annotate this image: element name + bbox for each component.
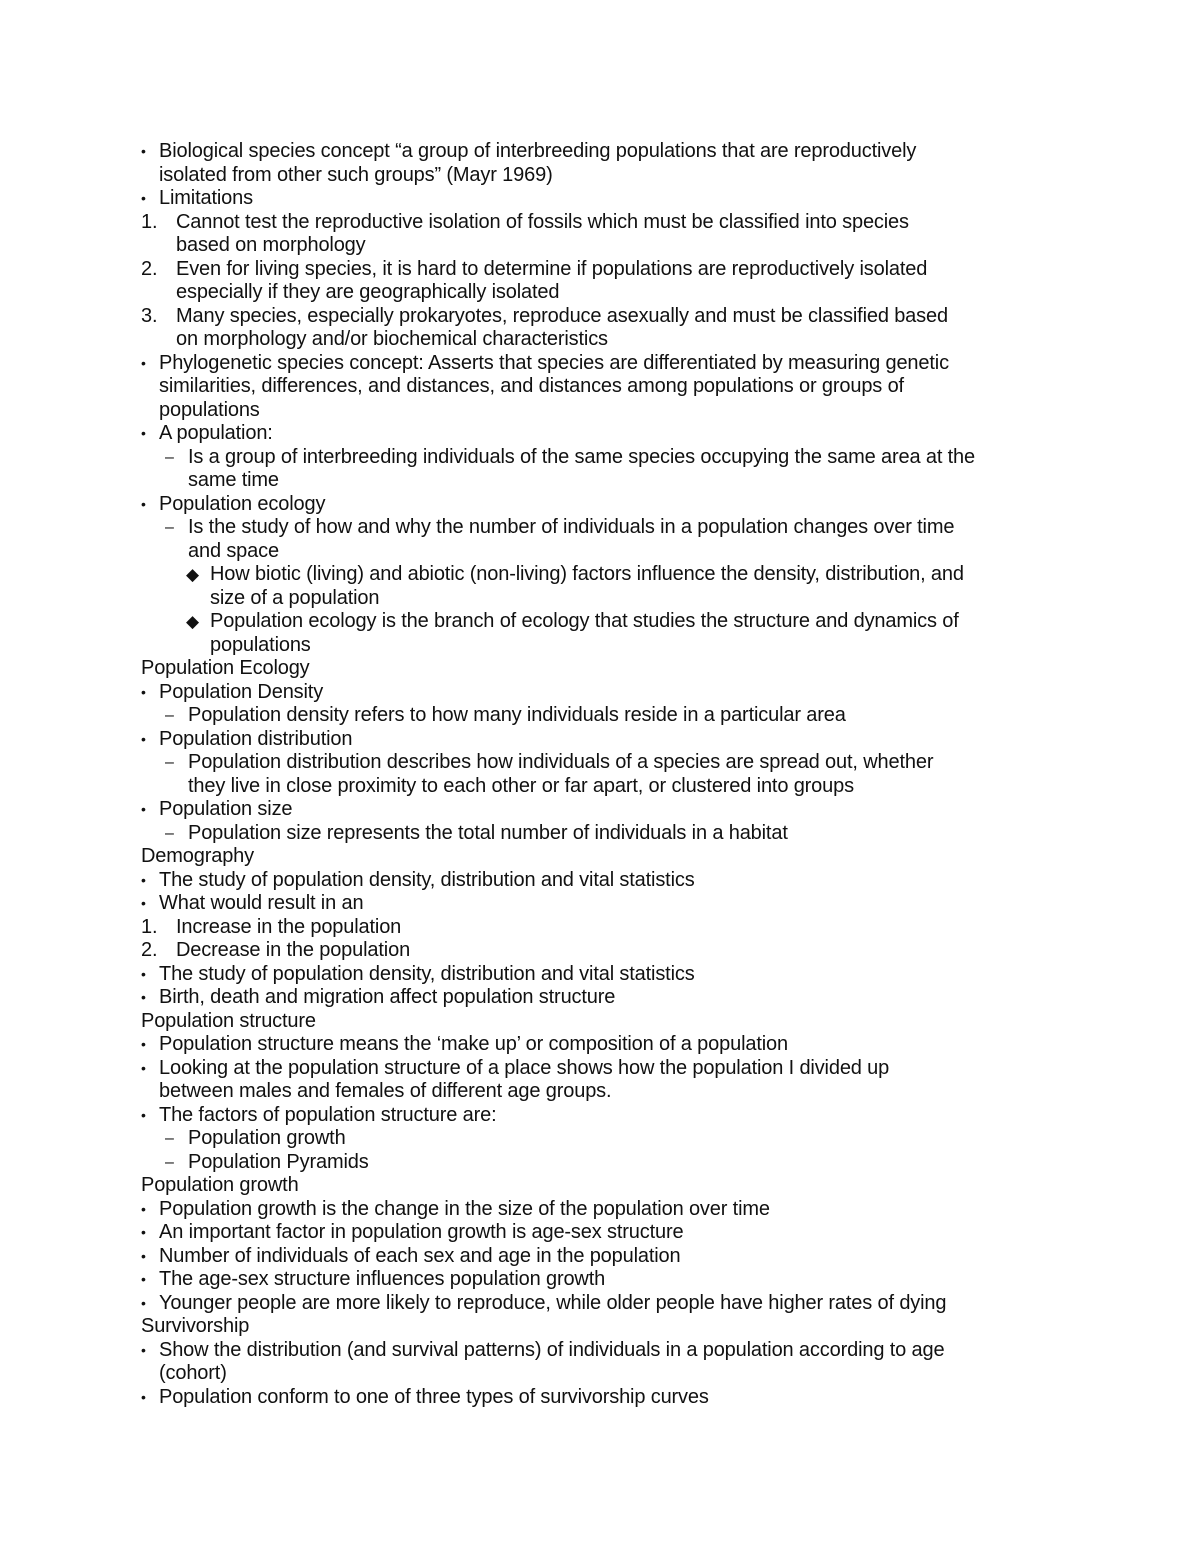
text-line	[141, 540, 1071, 564]
dash-bullet-icon: –	[165, 448, 174, 466]
text-line	[141, 1292, 1071, 1316]
text-line	[141, 422, 1071, 446]
bullet-icon: •	[141, 1247, 146, 1264]
bullet-icon: •	[141, 965, 146, 982]
line-text: Population structure	[141, 1009, 316, 1032]
line-text: similarities, differences, and distances, and distances among populations or groups of	[159, 375, 904, 397]
line-text: Population distribution	[159, 727, 353, 750]
line-text: same time	[188, 469, 279, 491]
dash-bullet-icon: –	[165, 1153, 174, 1171]
text-line	[141, 869, 1071, 893]
line-text: Population conform to one of three types of survivorship curves	[159, 1385, 709, 1408]
text-line	[141, 1151, 1071, 1175]
line-text: Population size represents the total number of individuals in a habitat	[188, 821, 788, 844]
dash-bullet-icon: –	[165, 754, 174, 771]
line-text: Show the distribution (and survival patterns) of individuals in a population according to age	[159, 1338, 945, 1361]
text-line	[141, 704, 1071, 728]
bullet-icon: •	[141, 190, 146, 206]
bullet-icon: •	[141, 1200, 146, 1217]
line-text: How biotic (living) and abiotic (non-living) factors influence the density, distribution, and	[210, 563, 964, 585]
text-line	[141, 305, 1071, 329]
text-line	[141, 352, 1071, 376]
line-text: based on morphology	[176, 234, 366, 256]
line-text: Population Ecology	[141, 657, 310, 679]
line-text: Population structure means the ‘make up’ or composition of a population	[159, 1033, 788, 1055]
line-text: Cannot test the reproductive isolation of fossils which must be classified into species	[176, 210, 909, 233]
line-text: Many species, especially prokaryotes, reproduce asexually and must be classified based	[176, 304, 948, 327]
bullet-icon: •	[141, 895, 146, 911]
bullet-icon: •	[141, 495, 146, 512]
bullet-icon: •	[141, 871, 146, 888]
line-text: The age-sex structure influences population growth	[159, 1268, 606, 1290]
text-line	[141, 1268, 1071, 1292]
line-text: An important factor in population growth is age-sex structure	[159, 1221, 684, 1243]
line-text: size of a population	[210, 586, 380, 609]
document-body	[141, 140, 1071, 1409]
text-line	[141, 916, 1071, 940]
line-text: populations	[159, 398, 260, 421]
bullet-icon: •	[141, 1294, 146, 1311]
text-line	[141, 1057, 1071, 1081]
text-line	[141, 1362, 1071, 1386]
list-number: 2.	[141, 939, 158, 961]
bullet-icon: •	[141, 425, 146, 441]
bullet-icon: •	[141, 683, 146, 700]
text-line	[141, 939, 1071, 963]
line-text: The factors of population structure are:	[159, 1103, 497, 1126]
line-text: Increase in the population	[176, 915, 402, 938]
text-line	[141, 1386, 1071, 1410]
line-text: (cohort)	[159, 1362, 227, 1384]
text-line	[141, 1198, 1071, 1222]
text-line	[141, 140, 1071, 164]
bullet-icon: •	[141, 143, 146, 159]
line-text: populations	[210, 633, 311, 656]
line-text: What would result in an	[159, 892, 364, 914]
line-text: A population:	[159, 422, 273, 444]
line-text: Is a group of interbreeding individuals of the same species occupying the same area at the	[188, 445, 975, 468]
line-text: The study of population density, distribution and vital statistics	[159, 962, 695, 985]
list-number: 1.	[141, 915, 158, 938]
section-heading	[141, 1174, 1071, 1198]
text-line	[141, 211, 1071, 235]
list-number: 1.	[141, 210, 158, 233]
text-line	[141, 281, 1071, 305]
line-text: Population size	[159, 798, 293, 820]
dash-bullet-icon: –	[165, 519, 174, 536]
text-line	[141, 1221, 1071, 1245]
text-line	[141, 775, 1071, 799]
bullet-icon: •	[141, 1271, 146, 1287]
list-number: 2.	[141, 257, 158, 280]
text-line	[141, 446, 1071, 470]
line-text: Decrease in the population	[176, 939, 411, 961]
line-text: Phylogenetic species concept: Asserts that species are differentiated by measuring genetic	[159, 351, 949, 374]
text-line	[141, 563, 1071, 587]
bullet-icon: •	[141, 730, 146, 747]
text-line	[141, 234, 1071, 258]
dash-bullet-icon: –	[165, 1130, 174, 1147]
bullet-icon: •	[141, 1224, 146, 1240]
text-line	[141, 1339, 1071, 1363]
text-line	[141, 187, 1071, 211]
line-text: Population growth	[188, 1127, 346, 1149]
text-line	[141, 164, 1071, 188]
section-heading	[141, 657, 1071, 681]
text-line	[141, 399, 1071, 423]
text-line	[141, 493, 1071, 517]
text-line	[141, 963, 1071, 987]
text-line	[141, 1104, 1071, 1128]
diamond-bullet-icon: ◆	[186, 612, 199, 631]
line-text: Younger people are more likely to reproduce, while older people have higher rates of dying	[159, 1291, 947, 1314]
line-text: Biological species concept “a group of interbreeding populations that are reproductively	[159, 140, 917, 162]
line-text: Number of individuals of each sex and age in the population	[159, 1244, 681, 1267]
text-line	[141, 328, 1071, 352]
text-line	[141, 728, 1071, 752]
bullet-icon: •	[141, 1341, 146, 1358]
line-text: Population distribution describes how individuals of a species are spread out, whether	[188, 751, 934, 773]
text-line	[141, 469, 1071, 493]
bullet-icon: •	[141, 1388, 146, 1405]
line-text: and space	[188, 539, 279, 562]
line-text: isolated from other such groups” (Mayr 1969)	[159, 163, 553, 186]
text-line	[141, 822, 1071, 846]
bullet-icon: •	[141, 989, 146, 1005]
text-line	[141, 516, 1071, 540]
section-heading	[141, 1010, 1071, 1034]
line-text: Limitations	[159, 187, 253, 209]
line-text: Demography	[141, 845, 255, 867]
line-text: Population growth is the change in the size of the population over time	[159, 1197, 770, 1220]
line-text: especially if they are geographically isolated	[176, 281, 560, 303]
text-line	[141, 1033, 1071, 1057]
bullet-icon: •	[141, 1106, 146, 1123]
line-text: Population Density	[159, 680, 324, 703]
line-text: Looking at the population structure of a place shows how the population I divided up	[159, 1056, 890, 1079]
line-text: Is the study of how and why the number of individuals in a population changes over time	[188, 516, 955, 538]
section-heading	[141, 845, 1071, 869]
line-text: Population Pyramids	[188, 1150, 369, 1173]
list-number: 3.	[141, 304, 158, 327]
section-heading	[141, 1315, 1071, 1339]
line-text: on morphology and/or biochemical characteristics	[176, 328, 608, 350]
text-line	[141, 892, 1071, 916]
text-line	[141, 751, 1071, 775]
text-line	[141, 587, 1071, 611]
text-line	[141, 681, 1071, 705]
line-text: Population density refers to how many individuals reside in a particular area	[188, 704, 846, 726]
text-line	[141, 986, 1071, 1010]
text-line	[141, 1080, 1071, 1104]
bullet-icon: •	[141, 354, 146, 371]
line-text: Even for living species, it is hard to determine if populations are reproductively isolated	[176, 257, 928, 280]
text-line	[141, 258, 1071, 282]
line-text: Population growth	[141, 1174, 299, 1196]
line-text: Population ecology	[159, 492, 326, 515]
bullet-icon: •	[141, 1036, 146, 1052]
text-line	[141, 1245, 1071, 1269]
text-line	[141, 610, 1071, 634]
text-line	[141, 798, 1071, 822]
bullet-icon: •	[141, 1059, 146, 1076]
text-line	[141, 1127, 1071, 1151]
line-text: between males and females of different age groups.	[159, 1080, 612, 1102]
line-text: Birth, death and migration affect population structure	[159, 986, 616, 1008]
text-line	[141, 375, 1071, 399]
line-text: Population ecology is the branch of ecology that studies the structure and dynamics of	[210, 610, 959, 632]
bullet-icon: •	[141, 801, 146, 817]
line-text: they live in close proximity to each other or far apart, or clustered into groups	[188, 774, 854, 797]
text-line	[141, 634, 1071, 658]
dash-bullet-icon: –	[165, 707, 174, 724]
diamond-bullet-icon: ◆	[186, 565, 199, 584]
line-text: Survivorship	[141, 1315, 250, 1337]
dash-bullet-icon: –	[165, 824, 174, 842]
line-text: The study of population density, distribution and vital statistics	[159, 868, 695, 891]
